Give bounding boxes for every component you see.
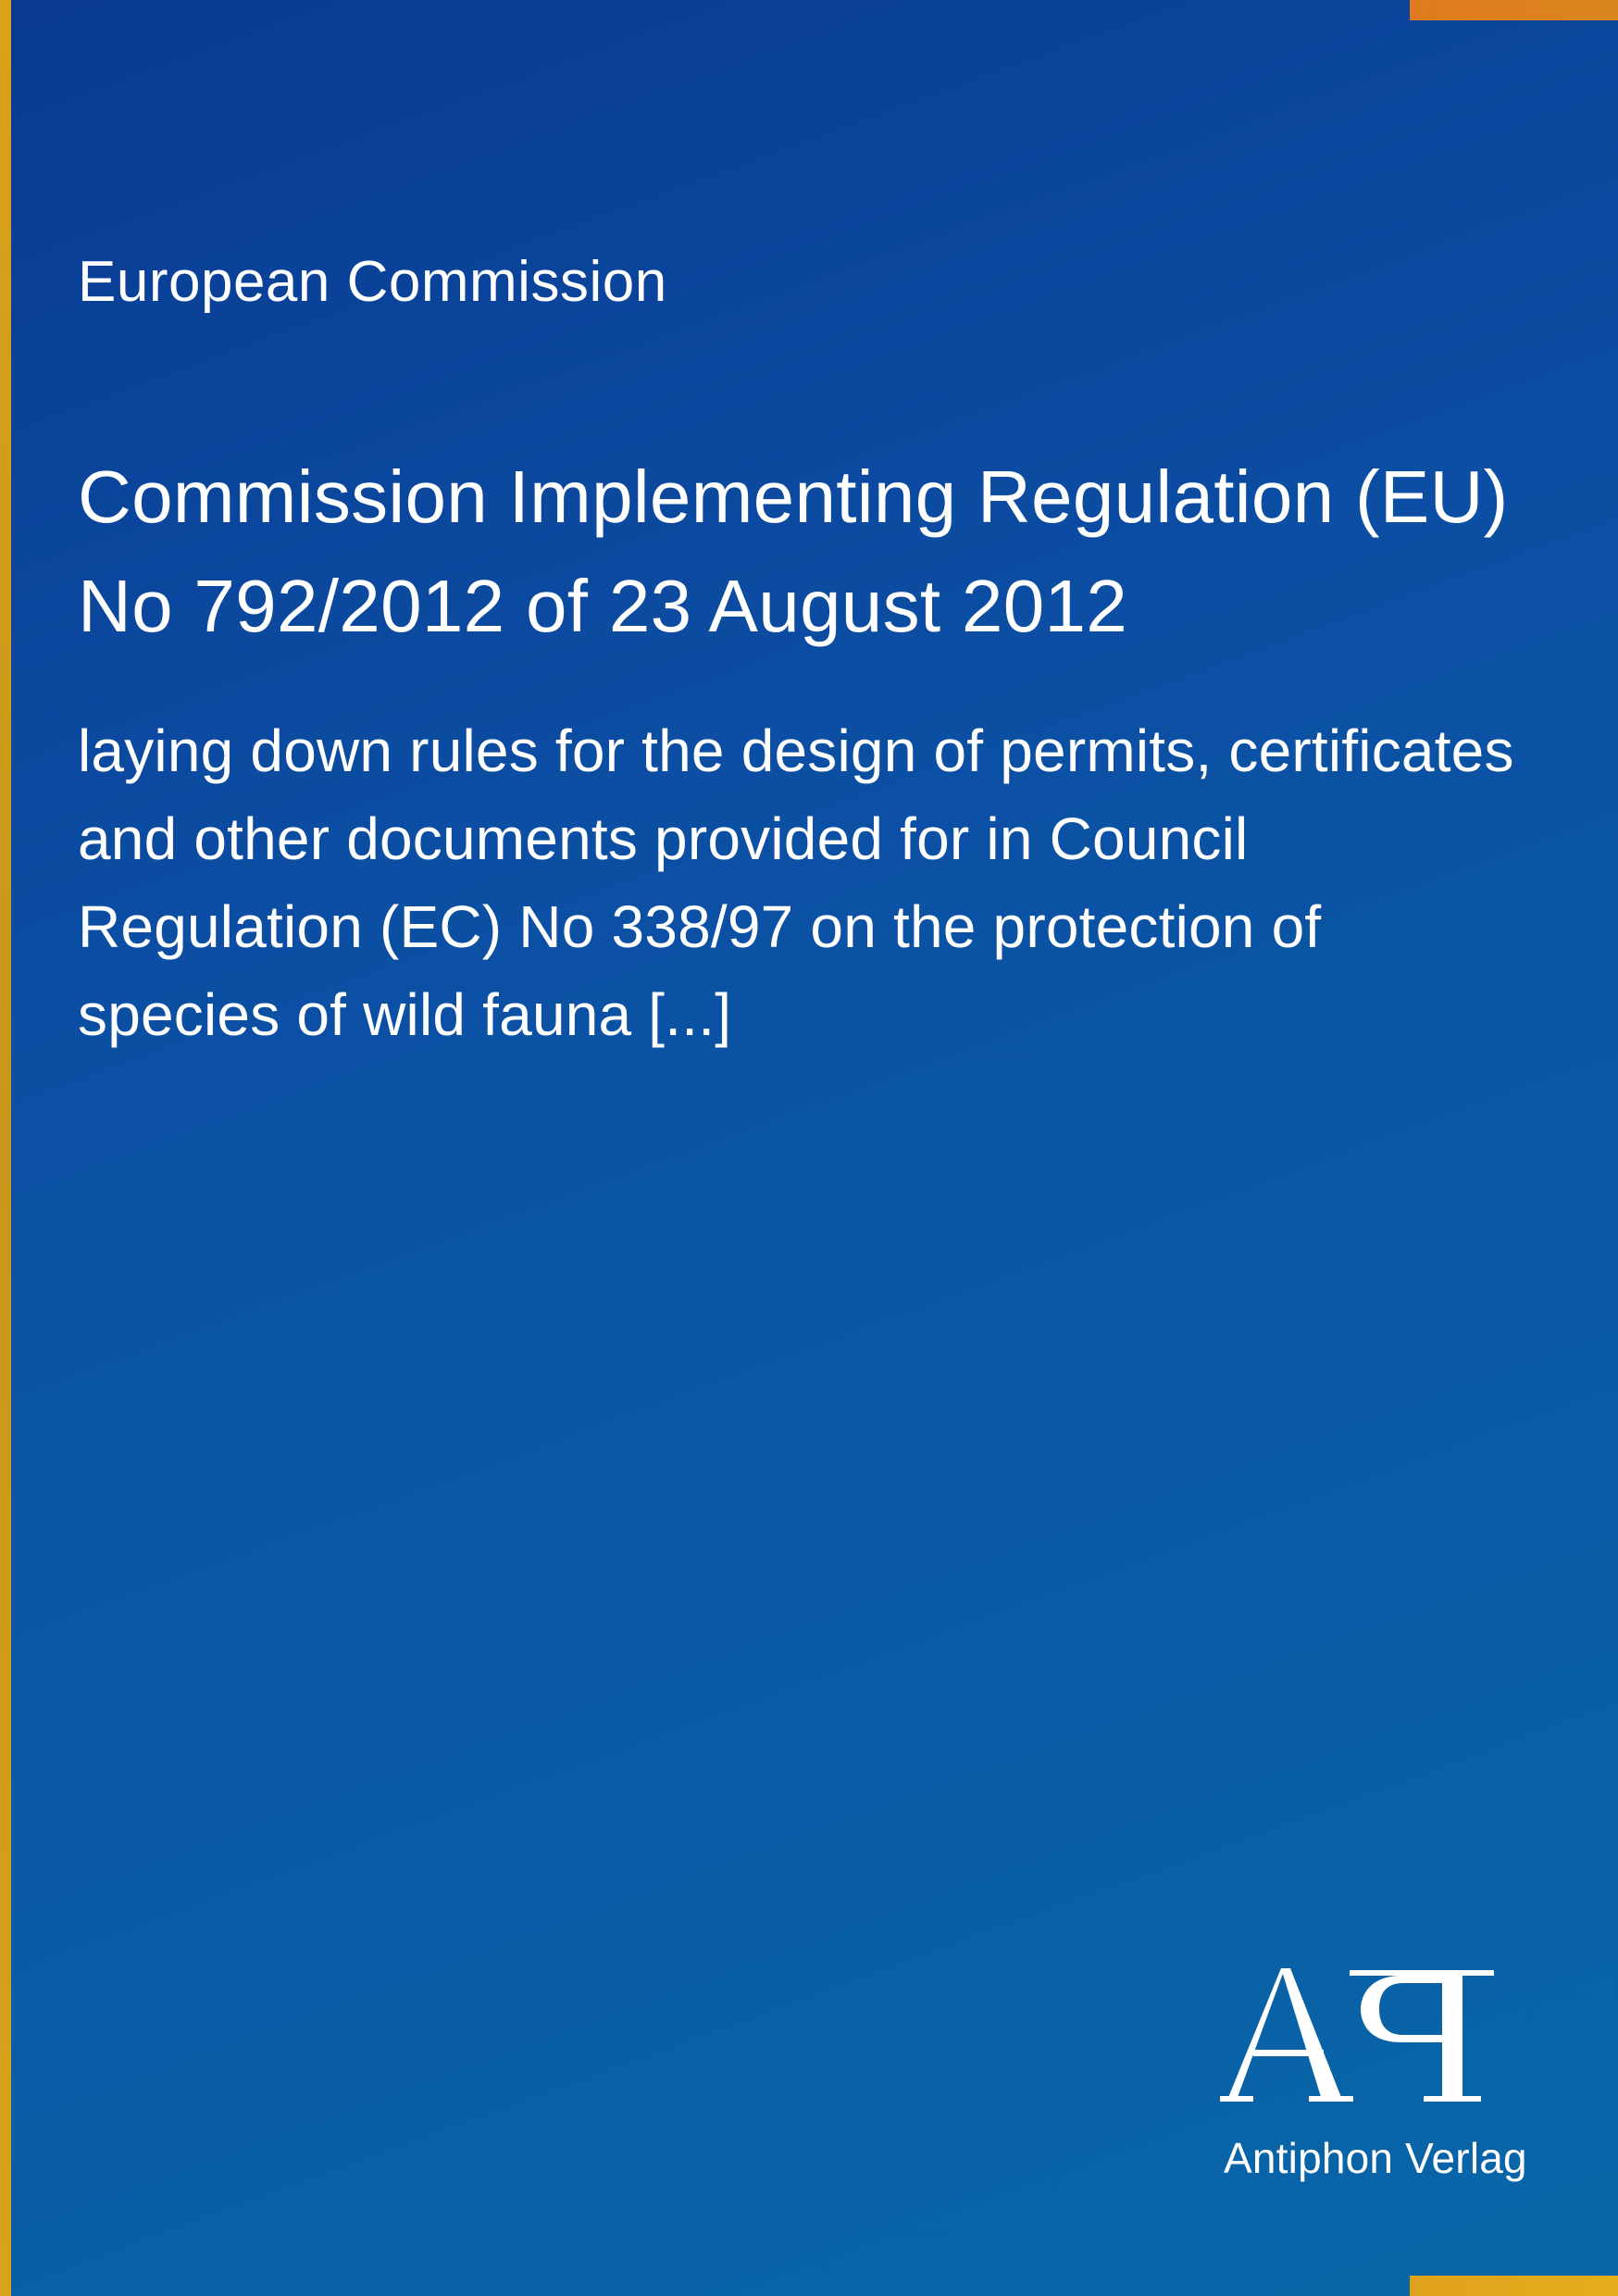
bottom-accent-bar [1410,2276,1618,2296]
top-accent-bar [1410,0,1618,20]
left-accent-stripe [0,0,11,2296]
author-name: European Commission [78,250,667,314]
book-title: Commission Implementing Regulation (EU) No 792/2012 of 23 August 2012 [78,455,1509,647]
publisher-name: Antiphon Verlag [1224,2134,1527,2182]
book-subtitle: laying down rules for the design of permits, certificates and other documents provided for in Council Regulation (EC) No 338/97 on the protection of species of wild fauna [...] [78,718,1514,1048]
antiphon-ap-monogram-icon [1220,1961,1498,2109]
